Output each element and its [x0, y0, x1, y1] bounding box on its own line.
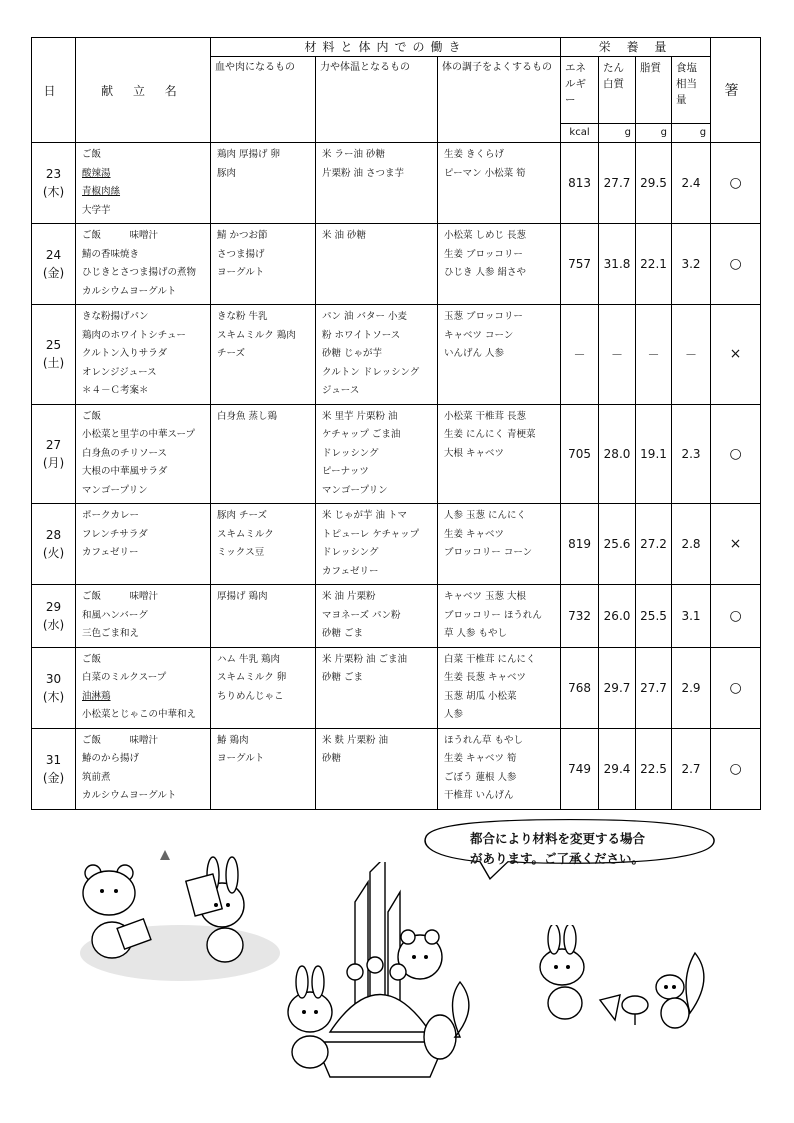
- chopsticks-mark: ○: [711, 224, 761, 305]
- cond-item: ほうれん草 もやし: [444, 734, 524, 746]
- cond-item: 草 人参 もやし: [444, 628, 508, 639]
- cond-item: いんげん 人参: [444, 348, 505, 359]
- header-menu-name: 献 立 名: [76, 38, 211, 143]
- energy-value: 819: [561, 504, 599, 585]
- power-item: マヨネーズ パン粉: [322, 609, 401, 621]
- cond-item: 生姜 長葱 キャベツ: [444, 672, 527, 683]
- header-chopsticks: 箸: [711, 38, 761, 143]
- menu-item: オレンジジュース: [82, 366, 157, 378]
- fat-value: 22.1: [636, 224, 672, 305]
- blood-item: ハム 牛乳 鶏肉: [217, 653, 281, 665]
- cond-item: キャベツ コーン: [444, 329, 514, 341]
- menu-item: クルトン入りサラダ: [82, 348, 168, 359]
- blood-item: きな粉 牛乳: [217, 311, 268, 322]
- cond-item: 人参: [444, 709, 464, 720]
- power-item: 米 じゃが芋 油 トマ: [322, 510, 408, 521]
- cond-item: 干椎茸 いんげん: [444, 790, 514, 801]
- menu-row: [32, 504, 761, 585]
- menu-cell: [76, 647, 211, 728]
- chopsticks-mark: ×: [711, 504, 761, 585]
- unit-g-salt: g: [672, 124, 711, 143]
- power-item: 米 油 片栗粉: [322, 591, 376, 602]
- menu-item: ご飯 味噌汁: [82, 230, 159, 241]
- chopsticks-mark: ○: [711, 585, 761, 648]
- weekday: (金): [42, 770, 65, 785]
- energy-value: 813: [561, 143, 599, 224]
- menu-item: 小松菜と里芋の中華スープ: [82, 429, 196, 440]
- fat-value: 25.5: [636, 585, 672, 648]
- kadomatsu-animals-illustration: [280, 862, 480, 1082]
- menu-cell: [76, 728, 211, 809]
- chopsticks-mark: ○: [711, 143, 761, 224]
- salt-value: 2.7: [672, 728, 711, 809]
- blood-item: 豚肉 チーズ: [217, 510, 268, 521]
- menu-item: マンゴープリン: [82, 484, 148, 496]
- cond-item: 生姜 キャベツ: [444, 528, 505, 540]
- blood-item: スキムミルク: [217, 528, 274, 540]
- header-protein: たん白質: [599, 57, 636, 124]
- chopsticks-mark: ○: [711, 728, 761, 809]
- blood-cell: [211, 143, 316, 224]
- power-item: ジュース: [322, 385, 360, 396]
- weekday: (木): [42, 185, 65, 199]
- power-cell: [316, 728, 438, 809]
- fat-value: －: [636, 305, 672, 405]
- header-blood-meat: 血や肉になるもの: [211, 57, 316, 143]
- power-item: 砂糖: [322, 753, 342, 764]
- protein-value: 31.8: [599, 224, 636, 305]
- weekday: (土): [42, 356, 65, 371]
- salt-value: 2.8: [672, 504, 711, 585]
- salt-value: 3.2: [672, 224, 711, 305]
- cond-item: 生姜 キャベツ 筍: [444, 753, 517, 764]
- date-number: 24: [45, 248, 62, 262]
- blood-cell: [211, 305, 316, 405]
- salt-value: 3.1: [672, 585, 711, 648]
- day-cell: [32, 224, 76, 305]
- cond-item: 生姜 にんにく 青梗菜: [444, 429, 536, 440]
- protein-value: －: [599, 305, 636, 405]
- power-cell: [316, 585, 438, 648]
- menu-row: [32, 224, 761, 305]
- header-day: 日: [32, 38, 76, 143]
- cond-item: 玉葱 ブロッコリー: [444, 311, 523, 322]
- menu-item: ポークカレー: [82, 510, 140, 521]
- menu-cell: [76, 504, 211, 585]
- power-item: マンゴープリン: [322, 484, 388, 496]
- chopsticks-mark: ○: [711, 404, 761, 504]
- cond-cell: [438, 305, 561, 405]
- fat-value: 19.1: [636, 404, 672, 504]
- blood-item: さつま揚げ: [217, 248, 265, 260]
- menu-item: 鶏肉のホワイトシチュー: [82, 329, 186, 341]
- weekday: (金): [42, 266, 65, 280]
- day-cell: [32, 504, 76, 585]
- header-condition: 体の調子をよくするもの: [438, 57, 561, 143]
- menu-item: カフェゼリー: [82, 547, 139, 558]
- menu-row: [32, 404, 761, 504]
- weekday: (木): [42, 689, 65, 704]
- protein-value: 29.4: [599, 728, 636, 809]
- notice-text: [470, 829, 645, 869]
- energy-value: －: [561, 305, 599, 405]
- date-number: 29: [45, 599, 62, 614]
- unit-kcal: kcal: [561, 124, 599, 143]
- menu-item: ご飯: [82, 410, 102, 422]
- rabbit-squirrel-tops-illustration: [530, 925, 710, 1035]
- fat-value: 27.7: [636, 647, 672, 728]
- unit-g-protein: g: [599, 124, 636, 143]
- energy-value: 732: [561, 585, 599, 648]
- power-cell: [316, 224, 438, 305]
- notice-line-1: 都合により材料を変更する場合: [470, 831, 646, 846]
- power-cell: [316, 143, 438, 224]
- menu-item: 酸辣湯: [82, 167, 111, 179]
- power-item: ケチャップ ごま油: [322, 429, 401, 440]
- salt-value: 2.3: [672, 404, 711, 504]
- cond-cell: [438, 224, 561, 305]
- protein-value: 29.7: [599, 647, 636, 728]
- power-item: ドレッシング: [322, 447, 379, 459]
- energy-value: 705: [561, 404, 599, 504]
- header-fat: 脂質: [636, 57, 672, 124]
- protein-value: 26.0: [599, 585, 636, 648]
- day-cell: [32, 647, 76, 728]
- date-number: 27: [45, 437, 62, 452]
- blood-item: 豚肉: [217, 167, 237, 179]
- school-lunch-menu-table: [31, 37, 761, 810]
- cond-item: キャベツ 玉葱 大根: [444, 591, 527, 602]
- power-item: 米 麩 片栗粉 油: [322, 734, 389, 746]
- blood-item: 鯖 かつお節: [217, 230, 268, 241]
- power-cell: [316, 305, 438, 405]
- power-item: 砂糖 じゃが芋: [322, 348, 383, 359]
- power-item: クルトン ドレッシング: [322, 366, 420, 378]
- weekday: (月): [42, 455, 65, 470]
- menu-item: 筑前煮: [82, 771, 111, 783]
- menu-item: 白身魚のチリソース: [82, 447, 168, 459]
- salt-value: －: [672, 305, 711, 405]
- blood-cell: [211, 504, 316, 585]
- power-item: 米 ラー油 砂糖: [322, 149, 386, 160]
- cond-item: 人参 玉葱 にんにく: [444, 510, 527, 521]
- day-cell: [32, 585, 76, 648]
- menu-cell: [76, 585, 211, 648]
- blood-item: ヨーグルト: [217, 753, 265, 764]
- blood-item: 厚揚げ 鶏肉: [217, 591, 268, 602]
- bear-and-rabbit-karuta-illustration: [70, 845, 280, 985]
- cond-item: 小松菜 しめじ 長葱: [444, 230, 527, 241]
- power-item: カフェゼリー: [322, 565, 379, 577]
- menu-row: [32, 585, 761, 648]
- cond-cell: [438, 143, 561, 224]
- salt-value: 2.4: [672, 143, 711, 224]
- cond-item: 白菜 干椎茸 にんにく: [444, 653, 536, 665]
- fat-value: 22.5: [636, 728, 672, 809]
- menu-item: ご飯 味噌汁: [82, 591, 159, 602]
- menu-cell: [76, 224, 211, 305]
- cond-item: 小松菜 干椎茸 長葱: [444, 410, 527, 422]
- menu-row: [32, 647, 761, 728]
- blood-item: ミックス豆: [217, 547, 265, 558]
- power-item: 砂糖 ごま: [322, 628, 364, 639]
- day-cell: [32, 404, 76, 504]
- blood-item: スキムミルク 卵: [217, 672, 287, 683]
- blood-cell: [211, 224, 316, 305]
- menu-row: [32, 305, 761, 405]
- blood-item: 鶏肉 厚揚げ 卵: [217, 149, 281, 160]
- cond-item: 玉葱 胡瓜 小松菜: [444, 690, 517, 702]
- chopsticks-mark: ○: [711, 647, 761, 728]
- menu-item: ご飯: [82, 149, 102, 160]
- power-cell: [316, 504, 438, 585]
- menu-cell: [76, 404, 211, 504]
- power-cell: [316, 647, 438, 728]
- power-item: ドレッシング: [322, 547, 379, 558]
- menu-item: 大根の中華風サラダ: [82, 466, 168, 477]
- header-power-heat: 力や体温となるもの: [316, 57, 438, 143]
- blood-item: 白身魚 蒸し鶏: [217, 410, 278, 422]
- date-number: 28: [45, 528, 62, 542]
- menu-item: ご飯 味噌汁: [82, 734, 159, 746]
- menu-rows: [32, 143, 761, 810]
- weekday: (火): [42, 546, 65, 560]
- fat-value: 27.2: [636, 504, 672, 585]
- menu-item: 油淋鶏: [82, 690, 111, 702]
- date-number: 23: [45, 167, 62, 181]
- blood-item: ヨーグルト: [217, 267, 265, 278]
- cond-cell: [438, 728, 561, 809]
- menu-item: 和風ハンバーグ: [82, 609, 148, 621]
- energy-value: 749: [561, 728, 599, 809]
- date-number: 31: [45, 752, 62, 767]
- menu-cell: [76, 143, 211, 224]
- power-item: ピーナッツ: [322, 466, 369, 477]
- cond-item: ブロッコリー コーン: [444, 547, 533, 558]
- power-item: 粉 ホワイトソース: [322, 329, 401, 341]
- power-item: 米 片栗粉 油 ごま油: [322, 653, 408, 665]
- protein-value: 27.7: [599, 143, 636, 224]
- cond-item: 生姜 きくらげ: [444, 149, 505, 160]
- menu-item: きな粉揚げパン: [82, 311, 149, 322]
- date-number: 30: [45, 671, 62, 686]
- day-cell: [32, 143, 76, 224]
- cond-item: ピーマン 小松菜 筍: [444, 167, 526, 179]
- menu-row: [32, 728, 761, 809]
- power-item: 米 里芋 片栗粉 油: [322, 410, 398, 422]
- cond-cell: [438, 585, 561, 648]
- power-cell: [316, 404, 438, 504]
- header-salt: 食塩相当量: [672, 57, 711, 124]
- chopsticks-mark: ×: [711, 305, 761, 405]
- cond-item: ブロッコリー ほうれん: [444, 609, 542, 621]
- power-item: 砂糖 ごま: [322, 672, 364, 683]
- menu-item: 三色ごま和え: [82, 628, 140, 639]
- menu-item: ひじきとさつま揚げの煮物: [82, 267, 197, 278]
- cond-item: 生姜 ブロッコリー: [444, 248, 523, 260]
- fat-value: 29.5: [636, 143, 672, 224]
- cond-cell: [438, 647, 561, 728]
- protein-value: 25.6: [599, 504, 636, 585]
- blood-item: 鰆 鶏肉: [217, 734, 249, 746]
- menu-item: ご飯: [82, 653, 102, 665]
- day-cell: [32, 728, 76, 809]
- cond-cell: [438, 504, 561, 585]
- menu-item: ＊４－Ｃ考案＊: [82, 385, 149, 396]
- power-item: 片栗粉 油 さつま芋: [322, 167, 405, 179]
- menu-item: 小松菜とじゃこの中華和え: [82, 709, 197, 720]
- cond-item: 大根 キャベツ: [444, 447, 505, 459]
- menu-item: 白菜のミルクスープ: [82, 672, 167, 683]
- cond-cell: [438, 404, 561, 504]
- blood-item: スキムミルク 鶏肉: [217, 329, 296, 341]
- menu-item: 鯖の香味焼き: [82, 248, 140, 260]
- header-energy: エネルギー: [561, 57, 599, 124]
- blood-item: ちりめんじゃこ: [217, 690, 284, 702]
- weekday: (水): [42, 617, 65, 632]
- day-cell: [32, 305, 76, 405]
- notice-line-2: があります。ご了承ください。: [470, 851, 645, 866]
- menu-item: 鰆のから揚げ: [82, 753, 140, 764]
- date-number: 25: [45, 338, 62, 353]
- menu-item: カルシウムヨーグルト: [82, 790, 177, 801]
- menu-item: 青椒肉絲: [82, 186, 121, 197]
- menu-item: 大学芋: [82, 204, 111, 216]
- blood-item: チーズ: [217, 348, 246, 359]
- blood-cell: [211, 585, 316, 648]
- power-item: 米 油 砂糖: [322, 230, 367, 241]
- header-nutrition-group: 栄 養 量: [561, 38, 711, 57]
- energy-value: 768: [561, 647, 599, 728]
- blood-cell: [211, 647, 316, 728]
- blood-cell: [211, 404, 316, 504]
- header-ingredients-group: 材料と体内での働き: [211, 38, 561, 57]
- menu-cell: [76, 305, 211, 405]
- salt-value: 2.9: [672, 647, 711, 728]
- power-item: パン 油 バター 小麦: [322, 311, 408, 322]
- blood-cell: [211, 728, 316, 809]
- energy-value: 757: [561, 224, 599, 305]
- cond-item: ごぼう 蓮根 人参: [444, 771, 517, 783]
- menu-item: カルシウムヨーグルト: [82, 285, 177, 297]
- menu-row: [32, 143, 761, 224]
- cond-item: ひじき 人参 絹さや: [444, 267, 527, 278]
- protein-value: 28.0: [599, 404, 636, 504]
- power-item: トピューレ ケチャップ: [322, 528, 420, 540]
- menu-item: フレンチサラダ: [82, 528, 148, 540]
- unit-g-fat: g: [636, 124, 672, 143]
